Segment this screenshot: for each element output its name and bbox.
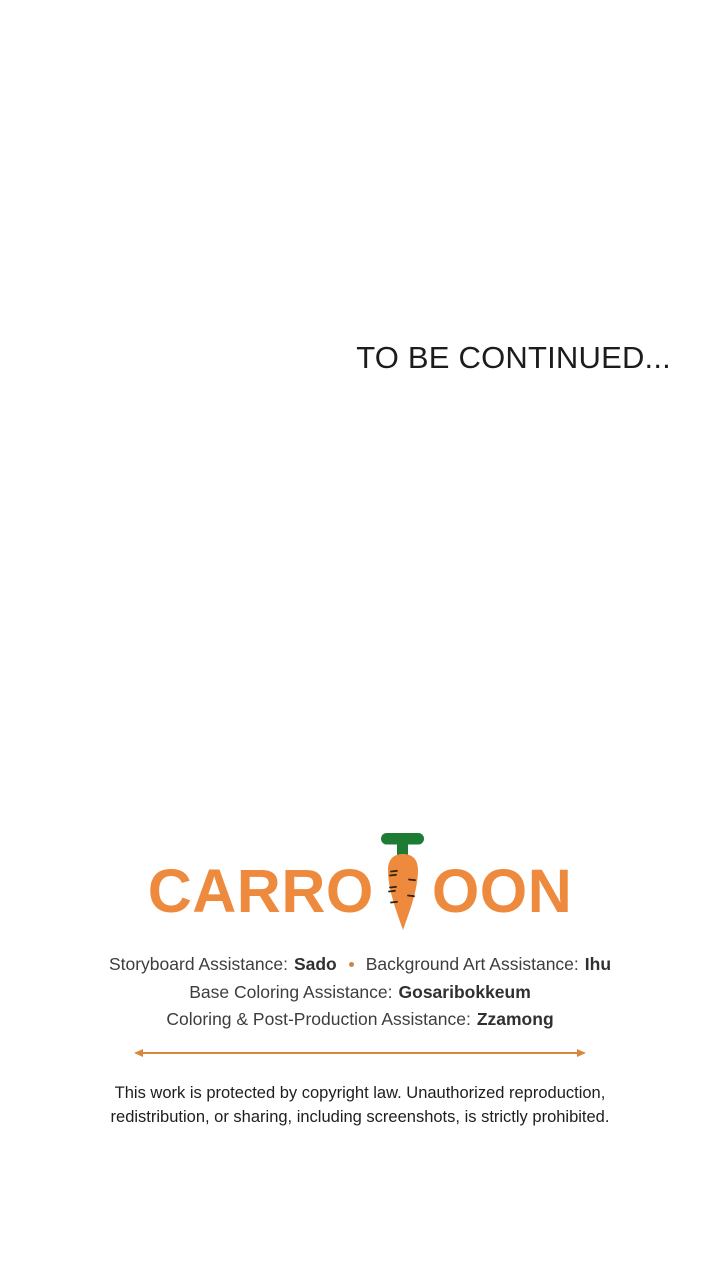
- credit-label: Coloring & Post-Production Assistance:: [166, 1009, 471, 1029]
- credit-name: Zzamong: [476, 1009, 554, 1029]
- carrot-icon: [377, 828, 429, 932]
- credit-line-base-coloring: [0, 979, 720, 1007]
- logo-text-oon: OON: [431, 857, 573, 925]
- credit-label: Storyboard Assistance:: [108, 954, 288, 974]
- copyright-line-1: This work is protected by copyright law. Unauthorized reproduction,: [114, 1084, 606, 1102]
- carrotoon-logo: [0, 828, 720, 932]
- credit-name: Ihu: [584, 954, 612, 974]
- credit-label: Base Coloring Assistance:: [189, 981, 393, 1002]
- credit-label: Background Art Assistance:: [365, 954, 579, 974]
- divider-arrow-line: [132, 1046, 588, 1060]
- credit-line-post-production: [0, 1006, 720, 1034]
- credits-block: [0, 951, 720, 1034]
- copyright-line-2: redistribution, or sharing, including screenshots, is strictly prohibited.: [110, 1107, 610, 1126]
- credit-name: Gosaribokkeum: [398, 981, 531, 1002]
- credit-name: Sado: [293, 954, 337, 974]
- dot-separator-icon: [349, 962, 354, 967]
- copyright-notice: [0, 1082, 720, 1129]
- credit-line-storyboard-background: [0, 951, 720, 979]
- to-be-continued-text: TO BE CONTINUED...: [356, 340, 671, 375]
- logo-text-carro: CARRO: [147, 857, 374, 925]
